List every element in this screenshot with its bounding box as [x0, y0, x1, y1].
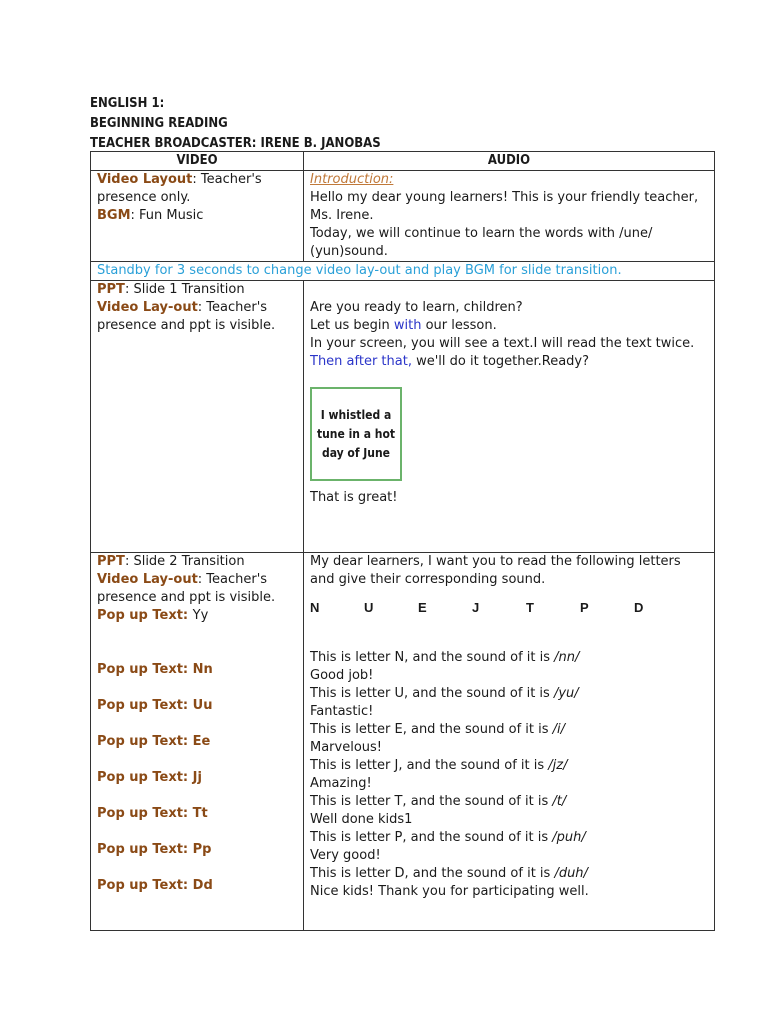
video-layout-label: Video Lay-out — [97, 572, 198, 587]
read-text-a: In your screen, you will see a text.I will read the text twice. — [310, 336, 695, 351]
letter-sound: /duh/ — [554, 866, 588, 881]
table-row — [91, 171, 715, 262]
letter-sound: /t/ — [552, 794, 567, 809]
letter-line-text: This is letter U, and the sound of it is — [310, 686, 554, 701]
letter-line — [310, 793, 708, 811]
letter-sound: /nn/ — [554, 650, 580, 665]
letter-line-text: This is letter D, and the sound of it is — [310, 866, 555, 881]
begin-lesson-text — [310, 317, 708, 335]
begin-text-a: Let us begin — [310, 318, 394, 333]
video-layout-label: Video Lay-out — [97, 300, 198, 315]
letter-line — [310, 721, 708, 739]
letter-j: J — [472, 600, 480, 615]
letter-line — [310, 685, 708, 703]
standby-note: Standby for 3 seconds to change video lay-out and play BGM for slide transition. — [91, 262, 715, 281]
popup-text-dd: Pop up Text: Dd — [97, 878, 213, 893]
ppt-text: : Slide 2 Transition — [124, 554, 245, 569]
popup-text-nn: Pop up Text: Nn — [97, 662, 213, 677]
letter-sound: /puh/ — [552, 830, 586, 845]
praise-text: That is great! — [310, 490, 398, 505]
bgm-label: BGM — [97, 208, 131, 223]
praise-line: Amazing! — [310, 776, 372, 791]
broadcaster-line: TEACHER BROADCASTER: IRENE B. JANOBAS — [90, 136, 381, 151]
popup-text-tt: Pop up Text: Tt — [97, 806, 208, 821]
video-layout-text: : Teacher's presence and ppt is visible. — [97, 572, 276, 605]
letter-line — [310, 829, 708, 847]
letter-sound: /yu/ — [553, 686, 579, 701]
letter-list — [310, 599, 708, 617]
letter-d: D — [634, 600, 644, 615]
letter-u: U — [364, 600, 374, 615]
popup-label: Pop up Text: — [97, 608, 193, 623]
letter-p: P — [580, 600, 589, 615]
audio-cell — [304, 553, 715, 931]
popup-text-jj: Pop up Text: Jj — [97, 770, 202, 785]
subject-title: ENGLISH 1: — [90, 96, 165, 111]
ready-question: Are you ready to learn, children? — [310, 300, 523, 315]
read-instructions — [310, 335, 708, 371]
letters-instruction: My dear learners, I want you to read the following letters and give their corresponding sound. — [310, 554, 681, 587]
video-cell — [91, 171, 304, 262]
audio-cell — [304, 281, 715, 553]
introduction-label: Introduction: — [310, 172, 394, 187]
table-header-row — [91, 152, 715, 171]
ppt-text: : Slide 1 Transition — [124, 282, 245, 297]
greeting-text: Hello my dear young learners! This is your friendly teacher, Ms. Irene. — [310, 190, 699, 223]
letter-sound: /jz/ — [548, 758, 568, 773]
letter-line — [310, 757, 708, 775]
popup-text-ee: Pop up Text: Ee — [97, 734, 211, 749]
ppt-label: PPT — [97, 554, 125, 569]
letter-line — [310, 649, 708, 667]
video-cell — [91, 281, 304, 553]
praise-line: Well done kids1 — [310, 812, 413, 827]
standby-row — [91, 262, 715, 281]
popup-text-uu: Pop up Text: Uu — [97, 698, 213, 713]
audio-column-header: AUDIO — [304, 152, 715, 171]
praise-line: Marvelous! — [310, 740, 383, 755]
letter-line-text: This is letter N, and the sound of it is — [310, 650, 555, 665]
letter-line-text: This is letter J, and the sound of it is — [310, 758, 549, 773]
table-row — [91, 553, 715, 931]
letter-line-text: This is letter E, and the sound of it is — [310, 722, 553, 737]
letter-line-text: This is letter P, and the sound of it is — [310, 830, 553, 845]
begin-text-b: with — [393, 318, 422, 333]
video-column-header: VIDEO — [91, 152, 304, 171]
document-header — [90, 94, 381, 154]
letter-e: E — [418, 600, 427, 615]
popup-value: Yy — [192, 608, 209, 623]
praise-line: Fantastic! — [310, 704, 374, 719]
table-row — [91, 281, 715, 553]
audio-cell — [304, 171, 715, 262]
bgm-text: : Fun Music — [130, 208, 204, 223]
sentence-card — [310, 387, 402, 481]
praise-line: Good job! — [310, 668, 374, 683]
lesson-title: BEGINNING READING — [90, 116, 228, 131]
praise-line: Nice kids! Thank you for participating well. — [310, 884, 589, 899]
begin-text-c: our lesson. — [421, 318, 497, 333]
popup-text-pp: Pop up Text: Pp — [97, 842, 212, 857]
video-cell — [91, 553, 304, 931]
letter-t: T — [526, 600, 534, 615]
letter-sound: /i/ — [552, 722, 566, 737]
video-layout-text: : Teacher's presence only. — [97, 172, 262, 205]
script-table — [90, 151, 715, 931]
video-layout-text: : Teacher's presence and ppt is visible. — [97, 300, 276, 333]
praise-line: Very good! — [310, 848, 381, 863]
letter-line-text: This is letter T, and the sound of it is — [310, 794, 553, 809]
letter-line — [310, 865, 708, 883]
read-text-c: we'll do it together.Ready? — [411, 354, 590, 369]
ppt-label: PPT — [97, 282, 125, 297]
letter-n: N — [310, 600, 320, 615]
sentence-card-text: I whistled a tune in a hot day of June — [316, 407, 396, 460]
read-text-b: Then after that, — [310, 354, 412, 369]
lesson-intro-text: Today, we will continue to learn the words with /une/ (yun)sound. — [310, 226, 653, 259]
video-layout-label: Video Layout — [97, 172, 193, 187]
